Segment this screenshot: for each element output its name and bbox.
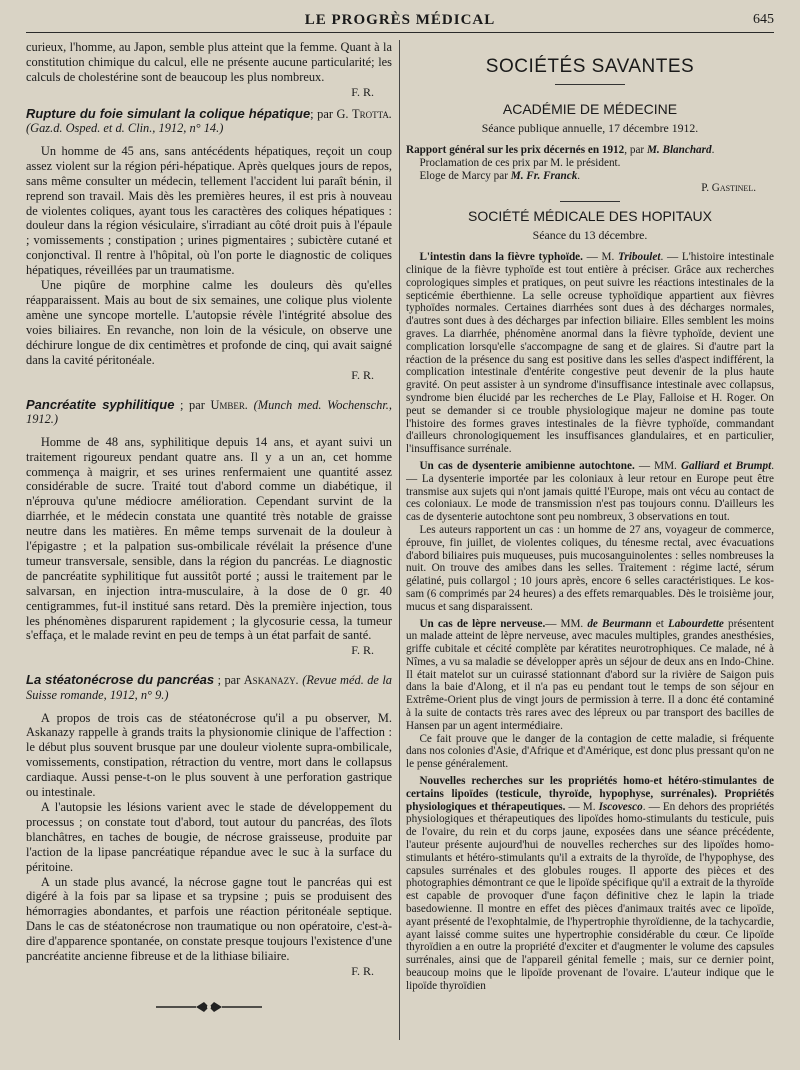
article-title: La stéatonécrose du pancréas	[26, 672, 215, 688]
communication-paragraph	[406, 618, 774, 733]
communication-author: Triboulet	[618, 251, 661, 264]
communication-text: . — L'histoire intestinale clinique de la fièvre typhoïde est tout entière à préciser. Grâce aux recherches coprologiques simples et pratiques, on peut suivre les réactions intestinales de la septicémie éberthienne. La selle ocreuse typhoïdique appartient aux fièvres typhoïdes normales. Certaines diarrhées sont dues à des décharges normales, d'autres sont dues à des décharges par infection biliaire. Elles semblent les moins graves. La diarrhée, phénomène anormal dans la fièvre typhoïde, devient une complication lorsqu'elle s'accompagne de sang et de glaires. Si d'autre part la réaction de la présence du sang est positive dans les selles d'aspect indifférent, la complication intestinale d'entérite congestive peut devenir de la plus haute gravité. On peut assister à un syndrome d'insuffisance intestinale avec collapsus, syndrome bien élucidé par les recherches de Le Play, Falloise et H. Roger. On peut se demander si ce trouble physiologique majeur ne domine pas toute l'histoire des formes graves intestinales de la fièvre typhoïde, commandant d'ailleurs chronologiquement les insuffisances glandulaires, et en particulier, l'insuffisance surrénale.	[406, 251, 774, 456]
separator: — M.	[565, 800, 599, 813]
article-paragraph: Un homme de 45 ans, sans antécédents hépatiques, reçoit un coup assez violent sur la région péri-hépatique. Après quelques jours de repos, sans même consulter un médecin, tellement l'accident lui paraît bénin, il reprend son travail. Mais dès les premières heures, il est pris à nouveau de violentes coliques, ayant tous les caractères des coliques hépatiques : douleur dans la région vésiculaire, s'irradiant au côté droit puis à l'épaule ; vomissements ; constipation ; urines pigmentaires ; subictère cutané et conjonctival. Il rentre à l'hôpital, où l'on porte le diagnostic de coliques hépatiques, réveillées par un traumatisme.	[26, 143, 392, 278]
right-column	[406, 40, 774, 1070]
article-source: . (Gaz.d. Osped. et d. Clin., 1912, n° 14.)	[26, 106, 392, 136]
article-by: ; par	[174, 397, 211, 412]
separator: — MM.	[634, 459, 681, 472]
article-paragraph: A l'autopsie les lésions varient avec le stade de développement du processus ; on constate tout d'abord, tout autour du pancréas, des îlots blanchâtres, en taches de bougie, de nécrose graisseuse, produite par l'action de la lipase pancréatique répandue avec le suc à la surface du péritoine.	[26, 800, 392, 874]
article-paragraph: Une piqûre de morphine calme les douleurs dès qu'elles réapparaissent. Mais au bout de six semaines, une colique plus violente amène une syncope mortelle. L'autopsie révèle l'intégrité absolue des voies biliaires. En revanche, non loin de la vésicule, on observe une déchirure longue de dix centimètres et profonde de cinq, qui avait saigné dans la cavité péritonéale.	[26, 278, 392, 367]
communication-author: Labourdette	[667, 617, 724, 630]
eloge-text: Eloge de Marcy par	[419, 169, 511, 182]
ornament-icon	[154, 1000, 264, 1014]
separator: et	[651, 617, 668, 630]
communication-title: Un cas de dysenterie amibienne autochtone.	[419, 459, 635, 472]
article-author: Umber	[210, 397, 245, 412]
subsection-heading: ACADÉMIE DE MÉDECINE	[502, 101, 678, 117]
article-by: ; par G.	[310, 106, 353, 121]
communication-author: Iscovesco	[598, 800, 643, 813]
report-line: Rapport général sur les prix décernés en 1912, par M. Blanchard.	[406, 144, 715, 156]
signature: P. Gastinel.	[701, 182, 756, 195]
communication-author: Galliard et Brumpt	[680, 459, 772, 472]
report-author: M. Blanchard	[646, 144, 712, 156]
communication-paragraph	[406, 251, 774, 456]
communication-paragraph	[406, 775, 774, 993]
article-author: Trotta	[352, 106, 389, 121]
article-source: . (Revue méd. de la Suisse romande, 1912, n° 9.)	[26, 673, 392, 702]
decorative-ornament	[26, 1000, 392, 1014]
session-line: Séance du 13 décembre.	[532, 228, 648, 243]
article-heading	[26, 398, 392, 427]
spacer	[26, 427, 392, 435]
signature: F. R.	[351, 963, 374, 978]
spacer	[26, 703, 392, 711]
running-header	[26, 8, 774, 33]
article-source: . (Munch med. Wochenschr., 1912.)	[26, 397, 392, 427]
article-heading	[26, 673, 392, 702]
communication-text: présentent un malade atteint de lèpre nerveuse, avec macules multiples, grandes anesthésies, griffe cubitale et cécité complète par kératites neurotrophiques. Ce malade, né à Nîmes, a vu sa maladie se développer après un séjour de deux ans en Indo-Chine. Il était matelot sur un cuirassé stationnant d'abord sur la rivière de Saigon puis dans la baie d'Along, et il n'a pas eu pendant tout le temps de son séjour en Extrême-Orient plus de vingt jours de permission à terre. Il a donc été contaminé à la suite de contacts très rares avec des lépreux ou par transport des bacilles de Hansen par un agent intermédiaire.	[406, 617, 774, 732]
communication-paragraph	[406, 460, 774, 524]
article-author: Askanazy	[243, 673, 296, 688]
section-heading: SOCIÉTÉS SAVANTES	[485, 56, 695, 77]
communication-paragraph: Ce fait prouve que le danger de la contagion de cette maladie, si fréquente dans nos colonies d'Asie, d'Afrique et d'Amérique, est donc plus pressant qu'on ne le pense généralement.	[406, 732, 774, 771]
subsection-heading: SOCIÉTÉ MÉDICALE DES HOPITAUX	[467, 208, 712, 225]
signature: F. R.	[351, 643, 374, 658]
eloge-author: M. Fr. Franck	[510, 169, 578, 182]
report-title: Rapport général sur les prix décernés en 1912	[406, 144, 625, 156]
communication-text: . — La dysenterie importée par les coloniaux à leur retour en Europe peut être transmise aux sujets qui n'ont jamais quitté l'Europe, mais ont vécu au contact de ces coloniaux. Le mode de transmission n'est pas toujours connu. D'ailleurs les cas de dysenterie autochtone sont peu nombreux, 3 observations en tout.	[406, 459, 774, 524]
article-paragraph: Homme de 48 ans, syphilitique depuis 14 ans, et ayant suivi un traitement rigoureux pendant quatre ans. Il y a un an, cet homme commença à maigrir, et ses urines renfermaient une quantité assez considérable de sucre. Traité tout d'abord comme un diabétique, il n'éprouva qu'une médiocre amélioration. Cependant survint de la diarrhée, et le médecin constata une quantité très notable de graisse neutre dans les matières. En même temps survenait de la douleur à l'épigastre ; et la palpation sus-ombilicale révélait la présence d'une tumeur transversale, sensible, dans la région du pancréas. Le diagnostic de pancréatite syphilitique fut aussitôt porté ; aussi le traitement par le salvarsan, en injection intra-musculaire, à la dose de 0 gr. 40 centigrammes, fut-il institué sans retard. Dès la première injection, tous les phénomènes disparurent rapidement ; la glycosurie cessa, la tumeur s'effaça, et le malade revint en peu de temps à un état parfait de santé.	[26, 434, 392, 643]
communication-text: . — En dehors des propriétés physiologiques et thérapeutiques des lipoïdes homo-stimulants du testicule, puis de l'ovaire, du rein et du corps jaune, exposées dans une séance précédente, l'auteur présente aujourd'hui de nouvelles recherches sur des lipoïdes homo-stimulants et hétéro-stimulants qu'il a extraits de la thyroïde, de l'hypophyse, des capsules surrénales et des globules rouges. Il apporte des pièces et des photographies démontrant ce que le lipoïde spécifique qu'il a extrait de la thyroïde est capable de provoquer d'une façon définitive chez le lapin la triade basedowienne. Il montre en effet des pièces d'animaux traités avec ce lipoïde, ayant présenté de l'exophtalmie, de l'hypertrophie thyroïdienne, de la tachycardie, ayant laissé comme suites une hypertrophie considérable du cœur. Ce lipoïde thyroïdien a en outre la propriété d'exciter et d'augmenter le volume des capsules surrénales, ainsi que de l'appareil génital femelle ; mais, sur ce dernier point, beaucoup moins que le lipoïde provenant de l'ovaire. L'auteur indique que le lipoïde thyroïdien	[406, 800, 774, 992]
communication-paragraph: Les auteurs rapportent un cas : un homme de 27 ans, voyageur de commerce, éprouve, fin juillet, de violentes coliques, du ténesme rectal, avec évacuations d'abord biliaires puis muqueuses, puis mucosanguinolentes : selles nombreuses la nuit. On trouve des amibes dans les selles. Traitement : régime lacté, sérum gélatiné, puis collargol ; 10 jours après, encore 6 selles caractéristiques. Le kos-sam (6 comprimés par 24 heures) a des effets remarquables. Dès le troisième jour, mucus et sang disparaissent.	[406, 523, 774, 613]
article-title: Rupture du foie simulant la colique hépatique	[26, 105, 311, 121]
intro-paragraph: curieux, l'homme, au Japon, semble plus atteint que la femme. Quant à la constitution chimique du calcul, elle ne présente aucune particularité; les calculs de cholestérine sont de beaucoup les plus nombreux.	[26, 40, 392, 84]
signature: F. R.	[351, 84, 374, 99]
separator: — MM.	[545, 617, 588, 630]
divider	[555, 84, 625, 85]
journal-title: LE PROGRÈS MÉDICAL	[304, 12, 496, 28]
signature: F. R.	[351, 367, 374, 382]
page-number: 645	[753, 12, 774, 27]
spacer	[26, 136, 392, 144]
communication-title: Un cas de lèpre nerveuse.	[419, 617, 546, 630]
columns	[26, 40, 774, 1070]
article-by: ; par	[214, 673, 244, 688]
communication-title: L'intestin dans la fièvre typhoïde.	[419, 251, 583, 264]
proclamation-line: Proclamation de ces prix par M. le président.	[419, 156, 621, 169]
session-line: Séance publique annuelle, 17 décembre 1912.	[481, 121, 699, 135]
separator: — M.	[582, 251, 619, 264]
report-par: , par	[624, 144, 647, 156]
communication-title: Nouvelles recherches sur les propriétés homo-et hétéro-stimulantes de certains lipoïdes (testicule, thyroïde, hypophyse, surrénales). Propriétés physiologiques et thérapeutiques.	[406, 775, 774, 813]
article-paragraph: A un stade plus avancé, la nécrose gagne tout le pancréas qui est digéré à la fois par sa lipase et sa trypsine ; puis se produisent des hémorragies abondantes, et parfois une réaction péritonéale septique. Dans le cas de stéatonécrose non traumatique ou non opératoire, c'est-à-dire d'apparence spontanée, on constate presque toujours l'existence d'une pancréatite ancienne fibreuse et de la lithiase biliaire.	[26, 874, 392, 964]
communication-author: de Beurmann	[587, 617, 652, 630]
article-title: Pancréatite syphilitique	[26, 396, 175, 412]
divider	[560, 201, 620, 202]
left-column	[26, 40, 392, 1070]
eloge-line: Eloge de Marcy par M. Fr. Franck.	[419, 169, 581, 182]
article-heading	[26, 107, 392, 136]
article-paragraph: A propos de trois cas de stéatonécrose qu'il a pu observer, M. Askanazy rappelle à grands traits la physionomie clinique de l'affection : le début plus souvent brusque par une douleur violente supra-ombilicale, vomissements, constipation, rétraction du ventre, mort dans le collapsus cardiaque. Aussi pense-t-on le plus souvent à une perforation gastrique ou intestinale.	[26, 710, 392, 800]
